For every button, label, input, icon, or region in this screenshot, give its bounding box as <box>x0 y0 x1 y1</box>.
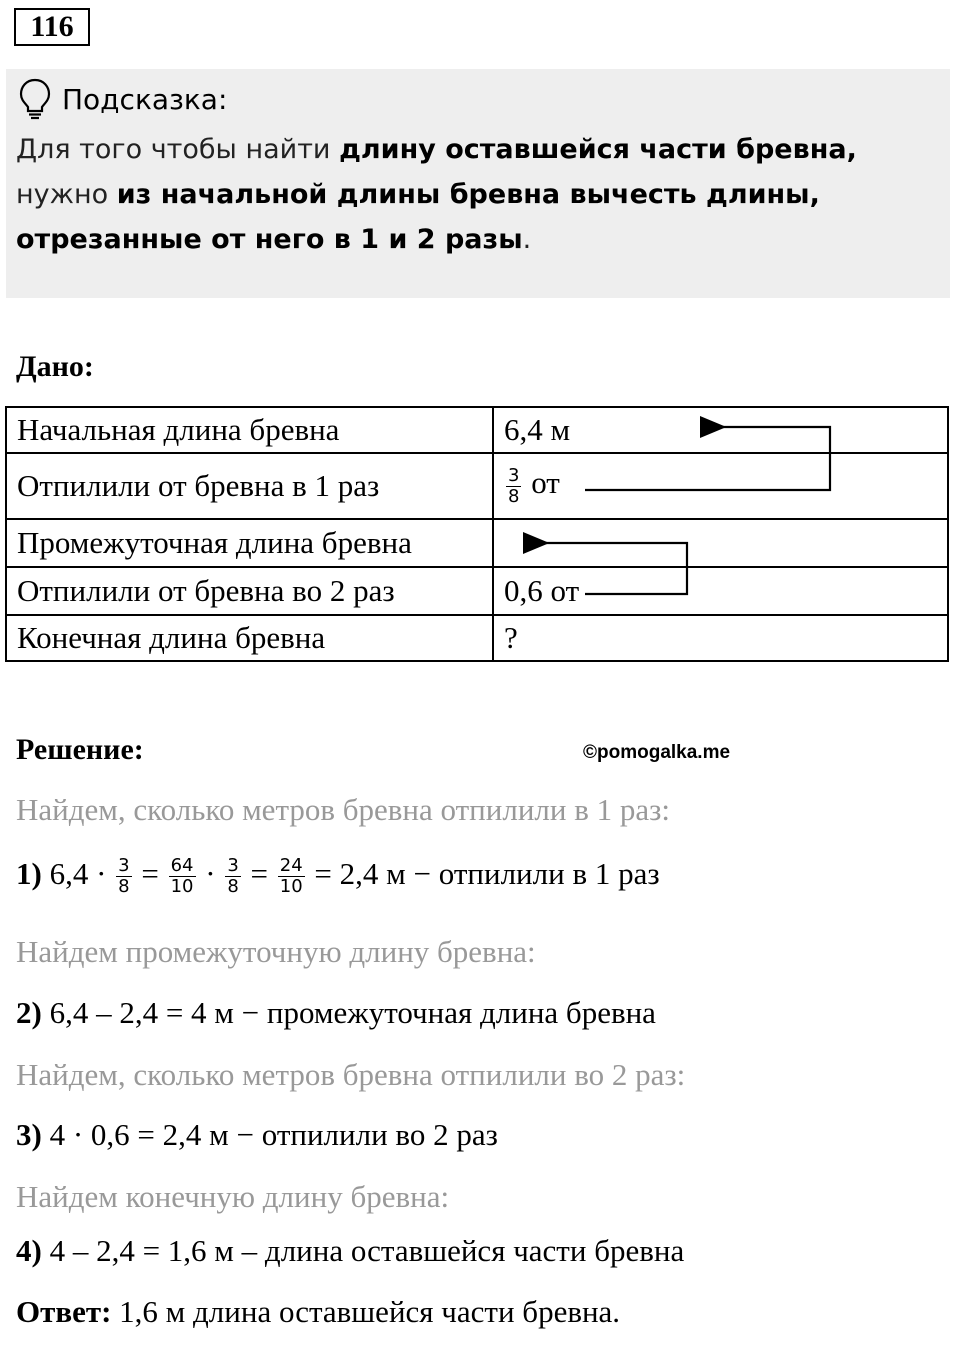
given-heading: Дано: <box>16 350 94 383</box>
fraction: $\frac{24}{10}$ <box>279 855 303 898</box>
hint-title: Подсказка: <box>62 83 228 116</box>
fraction: $\frac{3}{8}$ <box>508 464 520 507</box>
row-label: Промежуточная длина бревна <box>6 519 493 567</box>
row-label: Начальная длина бревна <box>6 407 493 453</box>
copyright: ©pomogalka.me <box>583 742 731 763</box>
row-value: 0,6 от <box>493 567 948 615</box>
row-value: $\frac{3}{8}$ от <box>493 453 948 519</box>
solution-heading: Решение: <box>16 733 144 766</box>
row-value: 6,4 м <box>493 407 948 453</box>
row-label: Отпилили от бревна во 2 раз <box>6 567 493 615</box>
solution-step-4: 4) 4 – 2,4 = 1,6 м – длина оставшейся части бревна <box>16 1233 685 1268</box>
arrow-2 <box>545 543 687 594</box>
row-label: Конечная длина бревна <box>6 615 493 661</box>
answer: Ответ: 1,6 м длина оставшейся части бревна. <box>16 1294 621 1329</box>
fraction: $\frac{3}{8}$ <box>118 855 130 898</box>
solution-step-1: 1) 6,4 · $\frac{3}{8}$ = $\frac{64}{10}$ · $\frac{3}{8}$ = $\frac{24}{10}$ = 2,4 м − отпилили в 1 раз <box>16 855 660 898</box>
row-value: ? <box>493 615 948 661</box>
fraction: $\frac{64}{10}$ <box>170 855 194 898</box>
solution-hint-2: Найдем промежуточную длину бревна: <box>16 934 536 969</box>
solution-hint-4: Найдем конечную длину бревна: <box>16 1179 450 1214</box>
solution-step-2: 2) 6,4 – 2,4 = 4 м − промежуточная длина бревна <box>16 995 656 1030</box>
solution-step-3: 3) 4 · 0,6 = 2,4 м − отпилили во 2 раз <box>16 1117 498 1152</box>
row-label: Отпилили от бревна в 1 раз <box>6 453 493 519</box>
problem-number: 116 <box>14 8 90 46</box>
hint-text: Для того чтобы найти длину оставшейся части бревна, нужно из начальной длины бревна вычесть длины, отрезанные от него в 1 и 2 разы. <box>16 134 857 255</box>
arrow-1 <box>585 427 830 490</box>
solution-hint-3: Найдем, сколько метров бревна отпилили во 2 раз: <box>16 1057 686 1092</box>
solution-hint-1: Найдем, сколько метров бревна отпилили в 1 раз: <box>16 792 670 827</box>
fraction: $\frac{3}{8}$ <box>227 855 239 898</box>
